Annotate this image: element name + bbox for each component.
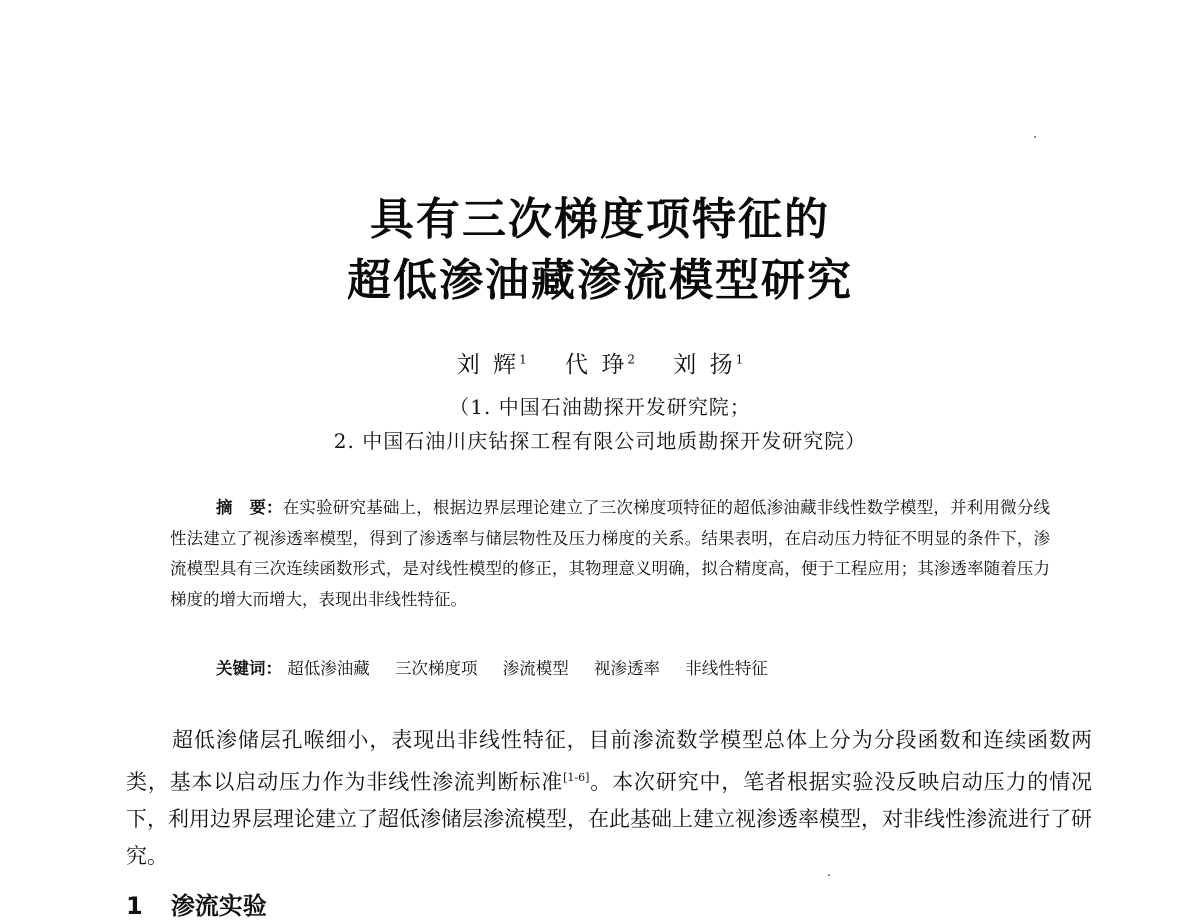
author: 代 琤$^2$ <box>565 352 635 378</box>
keyword: 超低渗油藏 <box>287 659 370 678</box>
author: 刘 辉$^1$ <box>456 352 527 378</box>
keyword: 渗流模型 <box>502 659 569 678</box>
section-number: 1 <box>126 892 143 920</box>
body-paragraph <box>126 722 1092 875</box>
body-text-part2: 。本次研究中，笔者根据实验没反映启动压力的情况下，利用边界层理论建立了超低渗储层渗流模型，在此基础上建立视渗透率模型，对非线性渗流进行了研究。 <box>126 770 1093 868</box>
affiliation-line-1: （1. 中国石油勘探开发研究院； <box>449 395 751 419</box>
author-list <box>0 346 1200 379</box>
scan-speck <box>1034 136 1036 138</box>
scan-speck <box>828 874 830 876</box>
keywords <box>216 654 1036 684</box>
keyword: 视渗透率 <box>594 659 660 678</box>
body-text-part1: 超低渗储层孔喉细小，表现出非线性特征，目前渗流数学模型总体上分为分段函数和连续函数两类，基本以启动压力作为非线性渗流判断标准 <box>126 728 1092 794</box>
keyword: 三次梯度项 <box>395 659 478 678</box>
affiliation-line-2: 2. 中国石油川庆钻探工程有限公司地质勘探开发研究院） <box>333 429 867 453</box>
paper-title-line-2: 超低渗油藏渗流模型研究 <box>347 255 853 306</box>
abstract <box>170 493 1050 615</box>
abstract-text: 在实验研究基础上，根据边界层理论建立了三次梯度项特征的超低渗油藏非线性数学模型，并利用微分线性法建立了视渗透率模型，得到了渗透率与储层物性及压力梯度的关系。结果表明，在启动压力特征不明显的条件下，渗流模型具有三次连续函数形式，是对线性模型的修正，其物理意义明确，拟合精度高，便于工程应用；其渗透率随着压力梯度的增大而增大，表现出非线性特征。 <box>170 498 1051 609</box>
keyword: 非线性特征 <box>685 659 768 678</box>
section-heading <box>126 886 267 921</box>
keywords-label: 关键词： <box>216 659 282 678</box>
author: 刘 扬$^1$ <box>673 352 744 378</box>
abstract-label: 摘 要： <box>216 498 283 517</box>
paper-title-line-1: 具有三次梯度项特征的 <box>370 194 830 245</box>
section-title: 渗流实验 <box>170 892 267 920</box>
citation: [1-6] <box>563 771 590 784</box>
